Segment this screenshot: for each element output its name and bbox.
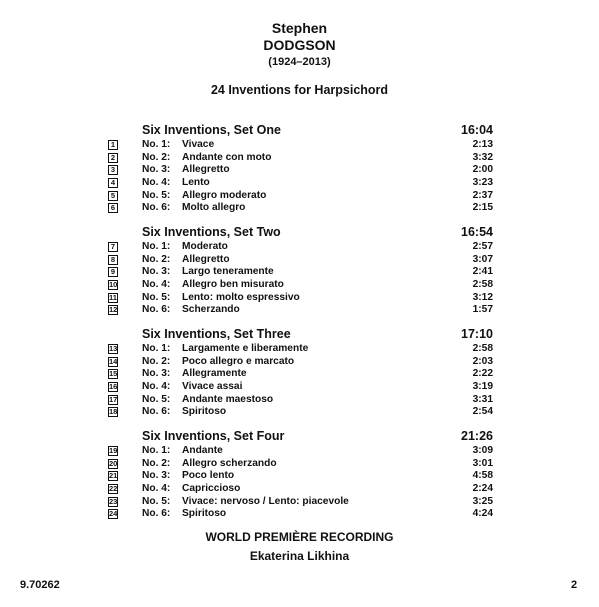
track-number-box: 21 (109, 471, 118, 481)
track-title: Vivace (182, 139, 215, 150)
track-number-box: 19 (109, 446, 118, 455)
track-row (108, 177, 493, 190)
track-row (108, 406, 493, 419)
track-number-box: 10 (109, 280, 118, 290)
track-duration: 2:00 (472, 164, 493, 176)
track-number-box: 3 (108, 165, 118, 175)
track-title: Poco lento (182, 470, 235, 482)
track-number-box: 23 (109, 496, 118, 506)
track-title: Largamente e liberamente (182, 343, 309, 354)
track-number-box: 15 (109, 369, 118, 379)
invention-number: No. 1: (142, 445, 171, 456)
composer-last-name: DODGSON (263, 37, 336, 53)
track-number-box: 9 (108, 267, 118, 277)
set-total-time: 16:04 (461, 123, 493, 137)
track-number-box: 7 (108, 242, 118, 252)
track-number-box: 4 (108, 178, 118, 188)
track-duration: 4:24 (472, 508, 493, 520)
invention-number: No. 1: (142, 139, 171, 150)
performer-name: Ekaterina Likhina (249, 549, 350, 563)
track-duration: 3:32 (472, 151, 493, 163)
track-duration: 2:37 (472, 189, 493, 201)
track-duration: 3:01 (472, 457, 493, 469)
track-row (108, 356, 493, 369)
track-row (108, 152, 493, 165)
invention-number: No. 5: (142, 393, 171, 405)
track-row (108, 164, 493, 177)
invention-number: No. 6: (142, 406, 171, 418)
track-duration: 1:57 (472, 304, 493, 316)
track-title: Vivace: nervoso / Lento: piacevole (182, 495, 349, 507)
track-number-box: 6 (108, 203, 118, 213)
set-title: Six Inventions, Set Four (142, 429, 285, 443)
track-number-box: 5 (108, 191, 118, 201)
work-title: 24 Inventions for Harpsichord (210, 83, 389, 97)
invention-number: No. 2: (142, 151, 171, 163)
track-title: Moderato (182, 241, 228, 252)
invention-number: No. 3: (142, 470, 171, 482)
set-total-time: 17:10 (461, 327, 493, 341)
track-title: Andante con moto (182, 151, 272, 163)
track-number-box: 16 (109, 382, 118, 392)
track-row (108, 304, 493, 317)
track-duration: 2:15 (472, 202, 493, 214)
track-row (108, 254, 493, 267)
track-row (108, 343, 493, 356)
invention-number: No. 3: (142, 164, 171, 176)
track-duration: 2:58 (472, 343, 493, 354)
track-title: Allegro scherzando (182, 457, 277, 469)
track-title: Andante (182, 445, 223, 456)
set-header (108, 225, 493, 241)
track-number-box: 17 (109, 394, 118, 404)
track-row (108, 139, 493, 152)
track-number-box: 14 (109, 356, 118, 366)
invention-number: No. 2: (142, 253, 171, 265)
invention-number: No. 3: (142, 368, 171, 380)
track-title: Capriccioso (182, 483, 241, 495)
track-number-box: 12 (109, 305, 118, 315)
invention-number: No. 6: (142, 304, 171, 316)
track-duration: 2:54 (472, 406, 493, 418)
catalog-number: 9.70262 (20, 579, 60, 591)
composer-dates: (1924–2013) (268, 56, 331, 68)
track-duration: 2:22 (472, 368, 493, 380)
track-row (108, 292, 493, 305)
track-number-box: 11 (109, 292, 117, 302)
track-title: Allegro ben misurato (182, 279, 284, 291)
track-title: Largo teneramente (182, 266, 274, 278)
track-row (108, 190, 493, 203)
track-title: Molto allegro (182, 202, 246, 214)
track-row (108, 266, 493, 279)
track-row (108, 368, 493, 381)
invention-number: No. 6: (142, 508, 171, 520)
invention-number: No. 1: (142, 241, 171, 252)
invention-number: No. 5: (142, 189, 171, 201)
invention-number: No. 2: (142, 355, 171, 367)
track-duration: 2:03 (472, 355, 493, 367)
track-duration: 3:25 (472, 495, 493, 507)
track-number-box: 22 (109, 484, 118, 494)
track-title: Allegretto (182, 164, 230, 176)
invention-number: No. 4: (142, 381, 171, 393)
set-total-time: 16:54 (461, 225, 493, 239)
track-number-box: 20 (109, 458, 118, 468)
invention-number: No. 6: (142, 202, 171, 214)
track-duration: 3:31 (472, 393, 493, 405)
track-title: Scherzando (182, 304, 240, 316)
track-row (108, 279, 493, 292)
track-duration: 3:09 (472, 445, 493, 456)
track-title: Spiritoso (182, 508, 227, 520)
premiere-label: WORLD PREMIÈRE RECORDING (205, 530, 394, 544)
composer-first-name: Stephen (271, 20, 328, 36)
track-number-box: 1 (108, 140, 118, 150)
track-number-box: 2 (108, 153, 118, 163)
track-set (108, 225, 493, 317)
invention-number: No. 4: (142, 177, 171, 189)
track-title: Andante maestoso (182, 393, 274, 405)
track-set (108, 327, 493, 419)
set-title: Six Inventions, Set Three (142, 327, 291, 341)
track-duration: 4:58 (472, 470, 493, 482)
set-header (108, 123, 493, 139)
track-title: Spiritoso (182, 406, 227, 418)
invention-number: No. 3: (142, 266, 171, 278)
track-title: Lento: molto espressivo (182, 291, 300, 303)
invention-number: No. 1: (142, 343, 171, 354)
track-number-box: 18 (109, 407, 118, 417)
track-row (108, 394, 493, 407)
track-title: Allegretto (182, 253, 230, 265)
track-row (108, 202, 493, 215)
track-row (108, 508, 493, 521)
track-title: Allegro moderato (182, 189, 267, 201)
page-number: 2 (571, 579, 578, 591)
track-title: Allegramente (182, 368, 247, 380)
track-set (108, 429, 493, 521)
track-title: Poco allegro e marcato (182, 355, 295, 367)
track-duration: 2:41 (472, 266, 493, 278)
track-title: Vivace assai (182, 381, 243, 393)
set-title: Six Inventions, Set One (142, 123, 281, 137)
set-header (108, 327, 493, 343)
set-header (108, 429, 493, 445)
track-duration: 2:58 (472, 279, 493, 291)
set-title: Six Inventions, Set Two (142, 225, 281, 239)
invention-number: No. 4: (142, 483, 171, 495)
track-number-box: 8 (108, 255, 118, 265)
track-row (108, 445, 493, 458)
track-row (108, 470, 493, 483)
track-duration: 2:57 (472, 241, 493, 252)
track-row (108, 483, 493, 496)
track-row (108, 458, 493, 471)
invention-number: No. 5: (142, 291, 171, 303)
track-duration: 3:19 (472, 381, 493, 393)
track-row (108, 496, 493, 509)
track-number-box: 13 (109, 344, 118, 353)
invention-number: No. 5: (142, 495, 171, 507)
track-set (108, 123, 493, 215)
track-duration: 2:24 (472, 483, 493, 495)
track-duration: 2:13 (472, 139, 493, 150)
invention-number: No. 2: (142, 457, 171, 469)
track-row (108, 241, 493, 254)
track-duration: 3:07 (472, 253, 493, 265)
track-duration: 3:12 (472, 291, 493, 303)
track-duration: 3:23 (472, 177, 493, 189)
invention-number: No. 4: (142, 279, 171, 291)
track-number-box: 24 (109, 509, 118, 519)
set-total-time: 21:26 (461, 429, 493, 443)
track-title: Lento (182, 177, 210, 189)
track-row (108, 381, 493, 394)
